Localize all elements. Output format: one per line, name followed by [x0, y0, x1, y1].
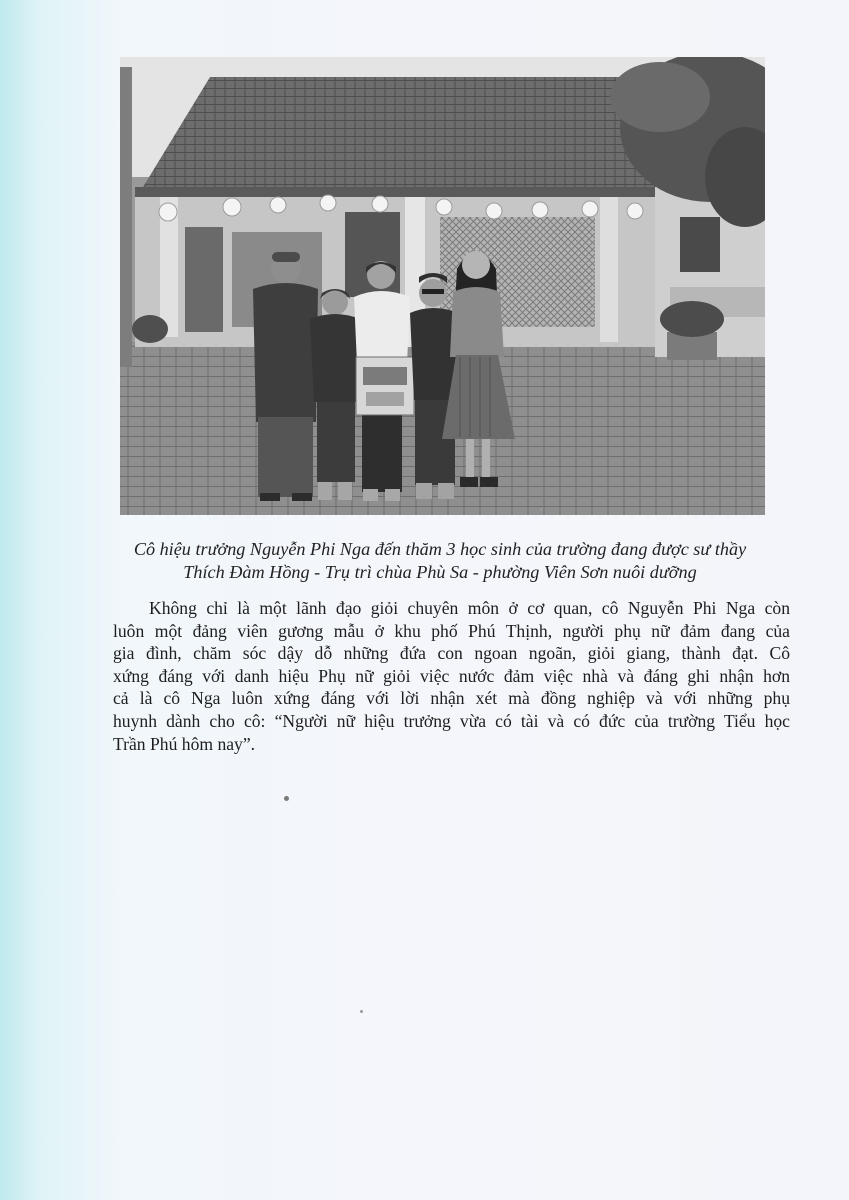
- caption-line: Thích Đàm Hồng - Trụ trì chùa Phù Sa - phường Viên Sơn nuôi dưỡng: [183, 562, 697, 582]
- paragraph-line: xứng đáng với danh hiệu Phụ nữ giỏi việc nước đảm việc nhà và đáng ghi nhận hơn: [113, 665, 790, 686]
- group-photo-illustration: [120, 57, 765, 515]
- paragraph-line: Trần Phú hôm nay”.: [113, 733, 256, 754]
- photo-caption: [60, 538, 820, 584]
- scan-speck: [360, 1010, 363, 1013]
- paragraph-line: cả là cô Nga luôn xứng đáng với lời nhận xét mà đồng nghiệp và với những phụ: [113, 688, 790, 709]
- scan-speck: [540, 508, 543, 511]
- paragraph-line: gia đình, chăm sóc dậy dỗ những đứa con ngoan ngoãn, giỏi giang, thành đạt. Cô: [113, 643, 790, 664]
- paragraph-line: Không chỉ là một lãnh đạo giỏi chuyên môn ở cơ quan, cô Nguyễn Phi Nga còn: [149, 598, 790, 618]
- paragraph-line: luôn một đảng viên gương mẫu ở khu phố Phú Thịnh, người phụ nữ đảm đang của: [113, 620, 790, 641]
- paragraph-line: huynh dành cho cô: “Người nữ hiệu trưởng vừa có tài và có đức của trường Tiểu học: [113, 710, 790, 731]
- group-photo: [120, 57, 765, 515]
- scan-speck: [284, 796, 289, 801]
- body-paragraph: [113, 597, 790, 755]
- caption-line: Cô hiệu trưởng Nguyễn Phi Nga đến thăm 3 học sinh của trường đang được sư thầy: [133, 539, 747, 559]
